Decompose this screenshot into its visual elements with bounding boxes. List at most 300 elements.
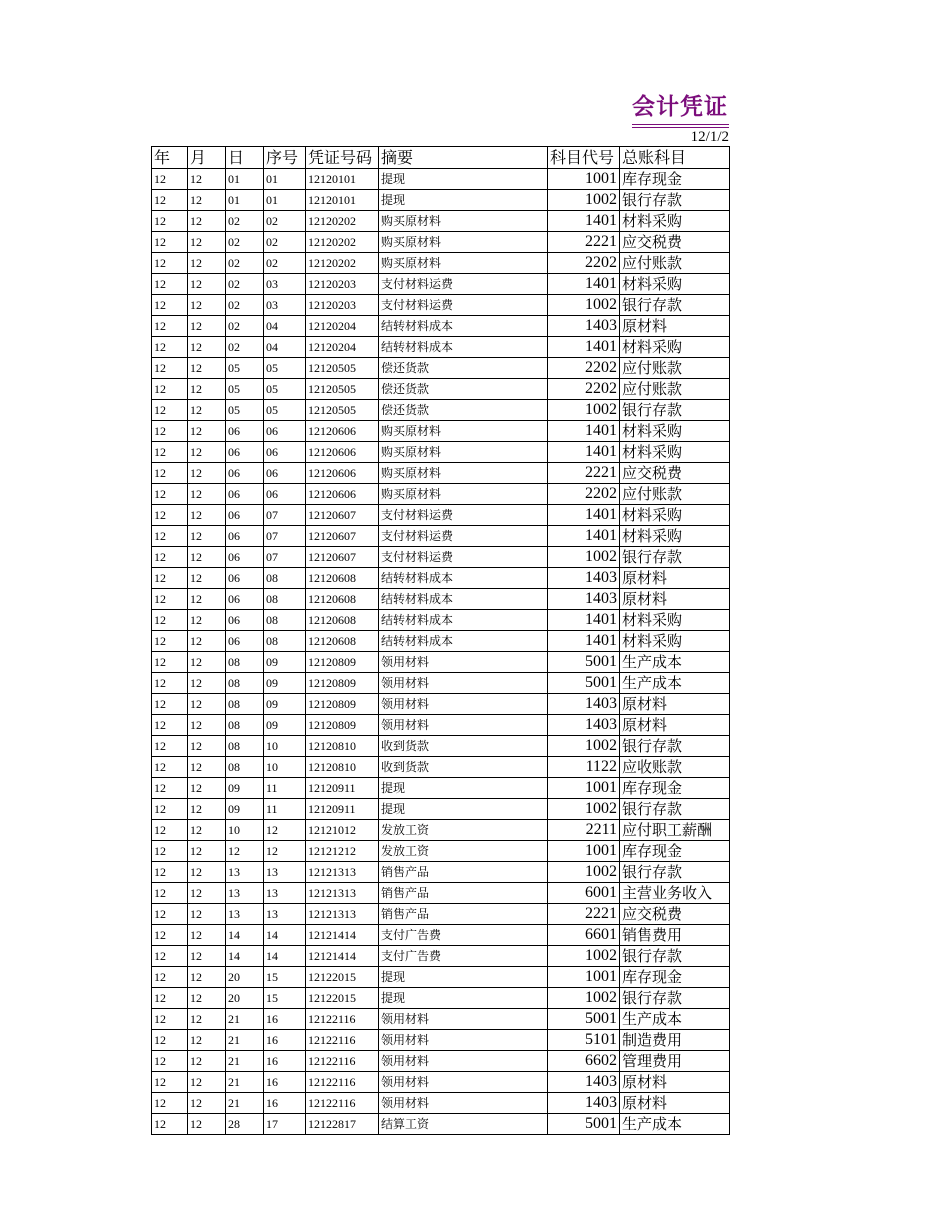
account-code-cell: 1401: [548, 274, 620, 295]
ledger-account-cell: 应付账款: [620, 358, 730, 379]
month-cell: 12: [188, 358, 226, 379]
day-cell: 21: [226, 1009, 264, 1030]
day-cell: 06: [226, 568, 264, 589]
seq-cell: 09: [264, 694, 306, 715]
summary-cell: 支付材料运费: [379, 547, 548, 568]
summary-cell: 销售产品: [379, 904, 548, 925]
seq-cell: 04: [264, 316, 306, 337]
account-code-cell: 2221: [548, 463, 620, 484]
day-cell: 21: [226, 1072, 264, 1093]
voucher-no-cell: 12120101: [306, 169, 379, 190]
summary-cell: 领用材料: [379, 1051, 548, 1072]
table-row: [152, 757, 730, 778]
month-cell: 12: [188, 799, 226, 820]
ledger-account-cell: 原材料: [620, 589, 730, 610]
summary-cell: 销售产品: [379, 883, 548, 904]
account-code-cell: 1002: [548, 946, 620, 967]
table-row: [152, 715, 730, 736]
summary-cell: 购买原材料: [379, 232, 548, 253]
ledger-account-cell: 应付职工薪酬: [620, 820, 730, 841]
year-cell: 12: [152, 1072, 188, 1093]
table-row: [152, 673, 730, 694]
month-cell: 12: [188, 946, 226, 967]
table-row: [152, 547, 730, 568]
day-cell: 20: [226, 967, 264, 988]
year-cell: 12: [152, 883, 188, 904]
header-row: [152, 147, 730, 169]
ledger-account-cell: 原材料: [620, 715, 730, 736]
month-cell: 12: [188, 337, 226, 358]
account-code-cell: 6602: [548, 1051, 620, 1072]
summary-cell: 支付材料运费: [379, 526, 548, 547]
ledger-account-cell: 材料采购: [620, 505, 730, 526]
day-cell: 21: [226, 1051, 264, 1072]
summary-cell: 提现: [379, 799, 548, 820]
col-header-seq: 序号: [264, 147, 306, 169]
month-cell: 12: [188, 1093, 226, 1114]
seq-cell: 08: [264, 631, 306, 652]
year-cell: 12: [152, 295, 188, 316]
table-row: [152, 505, 730, 526]
year-cell: 12: [152, 1009, 188, 1030]
account-code-cell: 1002: [548, 988, 620, 1009]
voucher-no-cell: 12120202: [306, 211, 379, 232]
voucher-no-cell: 12120606: [306, 442, 379, 463]
day-cell: 28: [226, 1114, 264, 1135]
seq-cell: 06: [264, 421, 306, 442]
table-row: [152, 484, 730, 505]
month-cell: 12: [188, 736, 226, 757]
month-cell: 12: [188, 988, 226, 1009]
month-cell: 12: [188, 568, 226, 589]
voucher-no-cell: 12120911: [306, 778, 379, 799]
seq-cell: 16: [264, 1051, 306, 1072]
year-cell: 12: [152, 778, 188, 799]
account-code-cell: 2202: [548, 379, 620, 400]
col-header-voucher-no: 凭证号码: [306, 147, 379, 169]
voucher-no-cell: 12121313: [306, 883, 379, 904]
voucher-no-cell: 12122015: [306, 988, 379, 1009]
account-code-cell: 1002: [548, 799, 620, 820]
month-cell: 12: [188, 925, 226, 946]
voucher-no-cell: 12120608: [306, 568, 379, 589]
summary-cell: 偿还货款: [379, 358, 548, 379]
summary-cell: 结转材料成本: [379, 337, 548, 358]
seq-cell: 01: [264, 169, 306, 190]
account-code-cell: 2202: [548, 253, 620, 274]
day-cell: 02: [226, 295, 264, 316]
voucher-no-cell: 12120607: [306, 547, 379, 568]
account-code-cell: 1002: [548, 547, 620, 568]
col-header-year: 年: [152, 147, 188, 169]
voucher-no-cell: 12120809: [306, 715, 379, 736]
year-cell: 12: [152, 484, 188, 505]
seq-cell: 12: [264, 841, 306, 862]
voucher-no-cell: 12120203: [306, 295, 379, 316]
day-cell: 20: [226, 988, 264, 1009]
summary-cell: 领用材料: [379, 715, 548, 736]
year-cell: 12: [152, 316, 188, 337]
month-cell: 12: [188, 400, 226, 421]
ledger-account-cell: 生产成本: [620, 1009, 730, 1030]
day-cell: 06: [226, 442, 264, 463]
year-cell: 12: [152, 400, 188, 421]
account-code-cell: 1002: [548, 190, 620, 211]
table-row: [152, 1051, 730, 1072]
voucher-no-cell: 12121414: [306, 925, 379, 946]
voucher-no-cell: 12122015: [306, 967, 379, 988]
summary-cell: 领用材料: [379, 694, 548, 715]
seq-cell: 06: [264, 463, 306, 484]
day-cell: 08: [226, 694, 264, 715]
day-cell: 01: [226, 169, 264, 190]
day-cell: 21: [226, 1030, 264, 1051]
seq-cell: 10: [264, 736, 306, 757]
table-row: [152, 337, 730, 358]
year-cell: 12: [152, 505, 188, 526]
ledger-account-cell: 原材料: [620, 568, 730, 589]
account-code-cell: 1403: [548, 1072, 620, 1093]
page-title: 会计凭证: [632, 94, 728, 120]
account-code-cell: 1001: [548, 169, 620, 190]
table-row: [152, 463, 730, 484]
table-row: [152, 274, 730, 295]
month-cell: 12: [188, 274, 226, 295]
voucher-no-cell: 12120202: [306, 253, 379, 274]
account-code-cell: 1403: [548, 568, 620, 589]
summary-cell: 结算工资: [379, 1114, 548, 1135]
voucher-no-cell: 12121313: [306, 862, 379, 883]
ledger-account-cell: 原材料: [620, 316, 730, 337]
ledger-account-cell: 制造费用: [620, 1030, 730, 1051]
day-cell: 06: [226, 421, 264, 442]
summary-cell: 购买原材料: [379, 463, 548, 484]
day-cell: 06: [226, 547, 264, 568]
ledger-account-cell: 材料采购: [620, 337, 730, 358]
year-cell: 12: [152, 673, 188, 694]
table-row: [152, 799, 730, 820]
day-cell: 05: [226, 400, 264, 421]
voucher-no-cell: 12120203: [306, 274, 379, 295]
table-row: [152, 610, 730, 631]
ledger-account-cell: 库存现金: [620, 778, 730, 799]
year-cell: 12: [152, 169, 188, 190]
day-cell: 10: [226, 820, 264, 841]
year-cell: 12: [152, 757, 188, 778]
year-cell: 12: [152, 652, 188, 673]
month-cell: 12: [188, 505, 226, 526]
col-header-month: 月: [188, 147, 226, 169]
table-row: [152, 820, 730, 841]
summary-cell: 收到货款: [379, 736, 548, 757]
seq-cell: 15: [264, 967, 306, 988]
account-code-cell: 1401: [548, 505, 620, 526]
summary-cell: 支付材料运费: [379, 295, 548, 316]
day-cell: 01: [226, 190, 264, 211]
account-code-cell: 6601: [548, 925, 620, 946]
account-code-cell: 1401: [548, 421, 620, 442]
table-row: [152, 421, 730, 442]
year-cell: 12: [152, 862, 188, 883]
month-cell: 12: [188, 232, 226, 253]
seq-cell: 11: [264, 799, 306, 820]
month-cell: 12: [188, 1051, 226, 1072]
month-cell: 12: [188, 463, 226, 484]
title-underline: [632, 124, 729, 125]
ledger-account-cell: 应付账款: [620, 253, 730, 274]
table-row: [152, 904, 730, 925]
seq-cell: 06: [264, 484, 306, 505]
account-code-cell: 1401: [548, 211, 620, 232]
table-row: [152, 1030, 730, 1051]
voucher-no-cell: 12120204: [306, 316, 379, 337]
seq-cell: 08: [264, 610, 306, 631]
summary-cell: 支付材料运费: [379, 274, 548, 295]
day-cell: 08: [226, 715, 264, 736]
summary-cell: 结转材料成本: [379, 316, 548, 337]
month-cell: 12: [188, 673, 226, 694]
ledger-account-cell: 银行存款: [620, 295, 730, 316]
ledger-account-cell: 应交税费: [620, 232, 730, 253]
month-cell: 12: [188, 757, 226, 778]
col-header-ledger-account: 总账科目: [620, 147, 730, 169]
account-code-cell: 2221: [548, 232, 620, 253]
seq-cell: 07: [264, 547, 306, 568]
table-row: [152, 988, 730, 1009]
day-cell: 13: [226, 904, 264, 925]
summary-cell: 领用材料: [379, 673, 548, 694]
seq-cell: 07: [264, 505, 306, 526]
year-cell: 12: [152, 463, 188, 484]
ledger-account-cell: 银行存款: [620, 547, 730, 568]
seq-cell: 04: [264, 337, 306, 358]
account-code-cell: 1122: [548, 757, 620, 778]
seq-cell: 16: [264, 1009, 306, 1030]
year-cell: 12: [152, 211, 188, 232]
table-row: [152, 841, 730, 862]
day-cell: 08: [226, 736, 264, 757]
year-cell: 12: [152, 799, 188, 820]
account-code-cell: 5001: [548, 1114, 620, 1135]
seq-cell: 17: [264, 1114, 306, 1135]
account-code-cell: 1001: [548, 841, 620, 862]
seq-cell: 09: [264, 652, 306, 673]
month-cell: 12: [188, 631, 226, 652]
account-code-cell: 5001: [548, 652, 620, 673]
ledger-account-cell: 库存现金: [620, 169, 730, 190]
voucher-no-cell: 12120607: [306, 526, 379, 547]
day-cell: 12: [226, 841, 264, 862]
month-cell: 12: [188, 1030, 226, 1051]
table-row: [152, 1072, 730, 1093]
summary-cell: 发放工资: [379, 820, 548, 841]
day-cell: 13: [226, 883, 264, 904]
table-row: [152, 946, 730, 967]
seq-cell: 14: [264, 946, 306, 967]
summary-cell: 偿还货款: [379, 400, 548, 421]
month-cell: 12: [188, 1114, 226, 1135]
month-cell: 12: [188, 253, 226, 274]
date-label: 12/1/2: [690, 129, 729, 145]
ledger-account-cell: 材料采购: [620, 526, 730, 547]
ledger-account-cell: 生产成本: [620, 673, 730, 694]
month-cell: 12: [188, 316, 226, 337]
year-cell: 12: [152, 610, 188, 631]
day-cell: 06: [226, 610, 264, 631]
month-cell: 12: [188, 862, 226, 883]
ledger-account-cell: 管理费用: [620, 1051, 730, 1072]
year-cell: 12: [152, 547, 188, 568]
year-cell: 12: [152, 589, 188, 610]
ledger-account-cell: 应交税费: [620, 463, 730, 484]
seq-cell: 02: [264, 211, 306, 232]
ledger-account-cell: 销售费用: [620, 925, 730, 946]
table-row: [152, 295, 730, 316]
ledger-account-cell: 银行存款: [620, 988, 730, 1009]
voucher-no-cell: 12120202: [306, 232, 379, 253]
table-row: [152, 526, 730, 547]
voucher-no-cell: 12122116: [306, 1093, 379, 1114]
summary-cell: 发放工资: [379, 841, 548, 862]
ledger-account-cell: 材料采购: [620, 610, 730, 631]
table-row: [152, 400, 730, 421]
voucher-no-cell: 12120809: [306, 652, 379, 673]
month-cell: 12: [188, 484, 226, 505]
ledger-account-cell: 生产成本: [620, 652, 730, 673]
summary-cell: 领用材料: [379, 652, 548, 673]
ledger-account-cell: 库存现金: [620, 841, 730, 862]
table-row: [152, 316, 730, 337]
month-cell: 12: [188, 379, 226, 400]
seq-cell: 05: [264, 400, 306, 421]
table-row: [152, 694, 730, 715]
year-cell: 12: [152, 631, 188, 652]
seq-cell: 13: [264, 883, 306, 904]
day-cell: 14: [226, 925, 264, 946]
day-cell: 13: [226, 862, 264, 883]
voucher-no-cell: 12120809: [306, 694, 379, 715]
ledger-account-cell: 银行存款: [620, 862, 730, 883]
summary-cell: 提现: [379, 778, 548, 799]
month-cell: 12: [188, 1072, 226, 1093]
ledger-account-cell: 库存现金: [620, 967, 730, 988]
voucher-no-cell: 12122116: [306, 1051, 379, 1072]
seq-cell: 13: [264, 904, 306, 925]
summary-cell: 结转材料成本: [379, 568, 548, 589]
voucher-no-cell: 12120911: [306, 799, 379, 820]
table-row: [152, 1093, 730, 1114]
account-code-cell: 1401: [548, 337, 620, 358]
table-row: [152, 652, 730, 673]
voucher-table: [151, 146, 730, 1135]
day-cell: 21: [226, 1093, 264, 1114]
seq-cell: 01: [264, 190, 306, 211]
year-cell: 12: [152, 925, 188, 946]
ledger-account-cell: 银行存款: [620, 190, 730, 211]
col-header-summary: 摘要: [379, 147, 548, 169]
voucher-no-cell: 12122116: [306, 1072, 379, 1093]
year-cell: 12: [152, 1093, 188, 1114]
ledger-account-cell: 原材料: [620, 1093, 730, 1114]
year-cell: 12: [152, 274, 188, 295]
table-row: [152, 169, 730, 190]
summary-cell: 提现: [379, 169, 548, 190]
account-code-cell: 1002: [548, 736, 620, 757]
month-cell: 12: [188, 694, 226, 715]
account-code-cell: 1001: [548, 967, 620, 988]
year-cell: 12: [152, 421, 188, 442]
year-cell: 12: [152, 190, 188, 211]
voucher-no-cell: 12121012: [306, 820, 379, 841]
day-cell: 08: [226, 652, 264, 673]
year-cell: 12: [152, 1051, 188, 1072]
table-row: [152, 883, 730, 904]
day-cell: 05: [226, 379, 264, 400]
year-cell: 12: [152, 358, 188, 379]
account-code-cell: 2202: [548, 484, 620, 505]
month-cell: 12: [188, 526, 226, 547]
voucher-no-cell: 12120607: [306, 505, 379, 526]
ledger-account-cell: 材料采购: [620, 631, 730, 652]
summary-cell: 购买原材料: [379, 253, 548, 274]
month-cell: 12: [188, 589, 226, 610]
voucher-no-cell: 12122817: [306, 1114, 379, 1135]
account-code-cell: 1401: [548, 631, 620, 652]
table-row: [152, 232, 730, 253]
day-cell: 02: [226, 337, 264, 358]
month-cell: 12: [188, 295, 226, 316]
day-cell: 06: [226, 505, 264, 526]
year-cell: 12: [152, 442, 188, 463]
year-cell: 12: [152, 253, 188, 274]
summary-cell: 结转材料成本: [379, 631, 548, 652]
seq-cell: 10: [264, 757, 306, 778]
seq-cell: 16: [264, 1093, 306, 1114]
voucher-no-cell: 12120608: [306, 589, 379, 610]
ledger-account-cell: 生产成本: [620, 1114, 730, 1135]
account-code-cell: 1403: [548, 589, 620, 610]
ledger-account-cell: 材料采购: [620, 421, 730, 442]
year-cell: 12: [152, 1114, 188, 1135]
day-cell: 09: [226, 799, 264, 820]
month-cell: 12: [188, 421, 226, 442]
day-cell: 02: [226, 232, 264, 253]
ledger-account-cell: 材料采购: [620, 211, 730, 232]
seq-cell: 14: [264, 925, 306, 946]
seq-cell: 13: [264, 862, 306, 883]
summary-cell: 领用材料: [379, 1072, 548, 1093]
ledger-account-cell: 应交税费: [620, 904, 730, 925]
seq-cell: 12: [264, 820, 306, 841]
voucher-no-cell: 12121414: [306, 946, 379, 967]
seq-cell: 02: [264, 253, 306, 274]
summary-cell: 领用材料: [379, 1093, 548, 1114]
seq-cell: 08: [264, 568, 306, 589]
voucher-no-cell: 12120606: [306, 484, 379, 505]
table-row: [152, 925, 730, 946]
day-cell: 08: [226, 757, 264, 778]
day-cell: 02: [226, 211, 264, 232]
account-code-cell: 1403: [548, 694, 620, 715]
account-code-cell: 1002: [548, 862, 620, 883]
summary-cell: 提现: [379, 967, 548, 988]
seq-cell: 03: [264, 295, 306, 316]
ledger-account-cell: 原材料: [620, 1072, 730, 1093]
year-cell: 12: [152, 967, 188, 988]
day-cell: 08: [226, 673, 264, 694]
voucher-no-cell: 12122116: [306, 1009, 379, 1030]
voucher-no-cell: 12120606: [306, 463, 379, 484]
